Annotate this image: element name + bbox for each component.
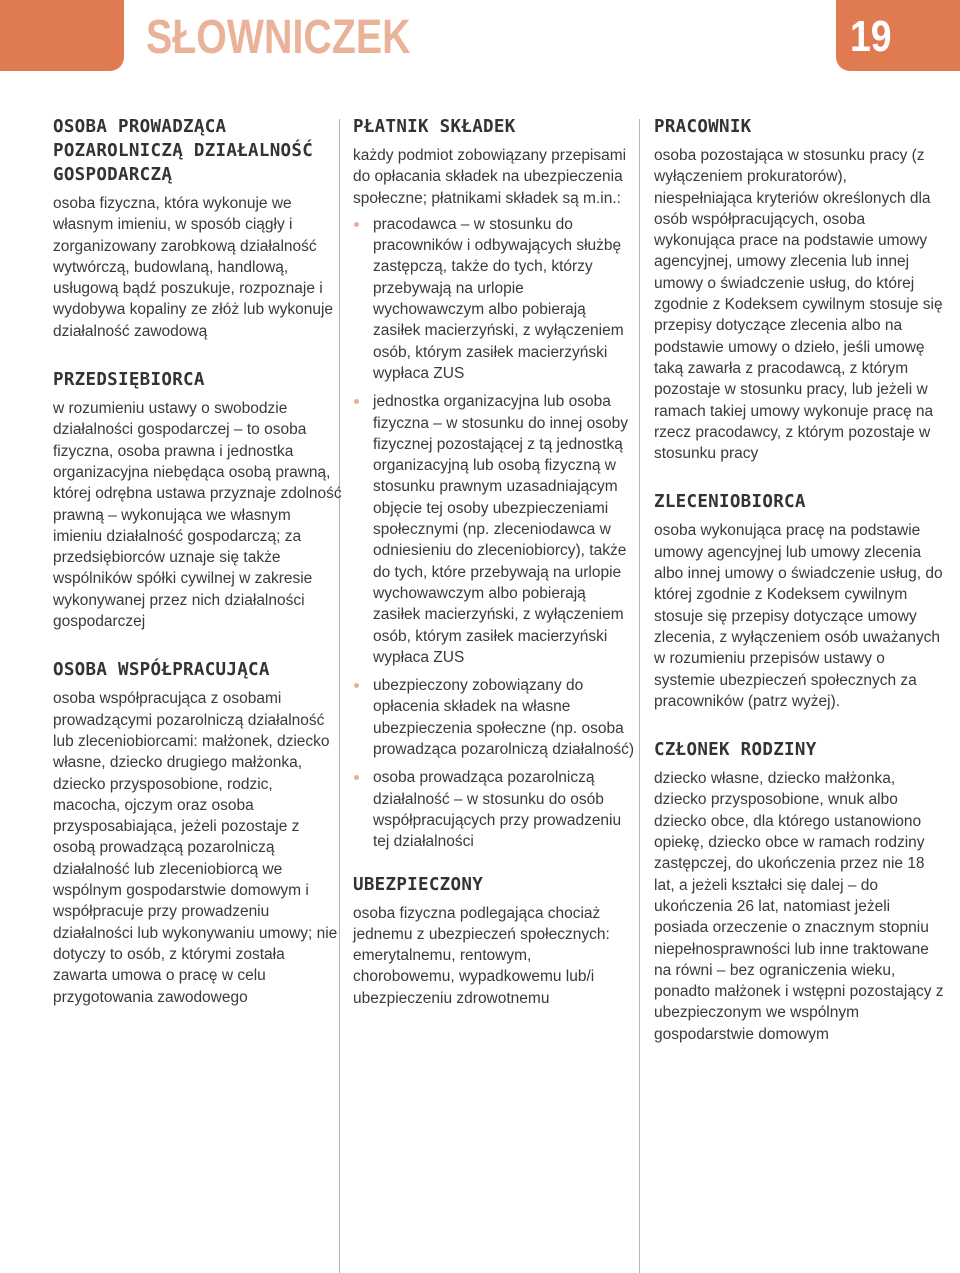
- list-item: jednostka organizacyjna lub osoba fizyczna – w stosunku do innej osoby fizycznej pozostającej z tą jednostką organizacyjną lub osobą fizyczną w stosunku prawnym uzasadniającym objęcie tej osoby ubezpieczeniami społecznymi (np. zleceniodawca w odniesieniu do zleceniobiorcy), także do tych, które przebywają na urlopie wychowawczym albo pobierają zasiłek macierzyński, z wyłączeniem osób, którym zasiłek macierzyński wypłaca ZUS: [353, 391, 635, 668]
- term-heading-platnik-skladek: PŁATNIK SKŁADEK: [353, 117, 516, 137]
- list-item: osoba prowadząca pozarolniczą działalność – w stosunku do osób współpracujących przy prowadzeniu tej działalności: [353, 767, 635, 852]
- term-heading-pracownik: PRACOWNIK: [654, 117, 752, 137]
- term-heading-czlonek-rodziny: CZŁONEK RODZINY: [654, 740, 817, 761]
- page-title: SŁOWNICZEK: [146, 11, 411, 64]
- page-number-badge: [836, 0, 960, 71]
- list-item: pracodawca – w stosunku do pracowników i odbywających służbę zastępczą, także do tych, którzy przebywają na urlopie wychowawczym albo pobierają zasiłek macierzyński, z wyłączeniem osób, którym zasiłek macierzyński wypłaca ZUS: [353, 214, 635, 384]
- term-heading-osoba-wspolpracujaca: OSOBA WSPÓŁPRACUJĄCA: [53, 660, 270, 681]
- header-accent-bar: [0, 0, 124, 71]
- term-definition-zleceniobiorca: osoba wykonująca pracę na podstawie umowy agencyjnej lub umowy zlecenia albo innej umowy o świadczenie usług, do której zgodnie z Kodeksem cywilnym stosuje się przepisy dotyczące umowy zlecenia, z wyłączeniem osób uważanych w rozumieniu przepisów ustawy o systemie ubezpieczeń społecznych za pracowników (patrz wyżej).: [654, 522, 943, 710]
- term-definition-ubezpieczony: osoba fizyczna podlegająca chociaż jednemu z ubezpieczeń społecznych: emerytalnemu, rentowym, chorobowemu, wypadkowemu lub/i ubezpieczeniu zdrowotnemu: [353, 904, 610, 1007]
- list-item: ubezpieczony zobowiązany do opłacenia składek na własne ubezpieczenia społeczne (np. osoba prowadząca pozarolniczą działalność): [353, 675, 635, 760]
- term-heading-ubezpieczony: UBEZPIECZONY: [353, 874, 484, 895]
- term-definition-przedsiebiorca: w rozumieniu ustawy o swobodzie działalności gospodarczej – to osoba fizyczna, osoba prawna i jednostka organizacyjna niebędąca osobą prawną, której odrębna ustawa przyznaje zdolność prawną – wykonująca we własnym imieniu działalność gospodarczą; za przedsiębiorców uznaje się także wspólników spółki cywilnej w zakresie wykonywanej przez nich działalności gospodarczej: [53, 400, 342, 631]
- term-definition-platnik-skladek: każdy podmiot zobowiązany przepisami do opłacania składek na ubezpieczenia społeczne; płatnikami składek są m.in.:: [353, 147, 627, 207]
- term-definition-czlonek-rodziny: dziecko własne, dziecko małżonka, dziecko przysposobione, wnuk albo dziecko obce, dla którego ustanowiono opiekę, dziecko obce w ramach rodziny zastępczej, do ukończenia przez nie 18 lat, a jeżeli kształci się dalej – do ukończenia 26 lat, natomiast jeżeli posiada orzeczenie o znacznym stopniu niepełnosprawności lub inne traktowane na równi – bez ograniczenia wieku, ponadto małżonek i wstępni pozostający z ubezpieczonym we wspólnym gospodarstwie domowym: [654, 770, 944, 1043]
- column-middle: [353, 115, 635, 1009]
- term-heading-osoba-prowadzaca: OSOBA PROWADZĄCA POZAROLNICZĄ DZIAŁALNOŚĆ GOSPODARCZĄ: [53, 117, 314, 185]
- column-right: [654, 115, 944, 1045]
- column-left: [53, 115, 343, 1008]
- platnik-list: [353, 214, 635, 853]
- term-heading-zleceniobiorca: ZLECENIOBIORCA: [654, 492, 806, 513]
- page-number: 19: [850, 12, 892, 61]
- term-definition-osoba-wspolpracujaca: osoba współpracująca z osobami prowadzącymi pozarolniczą działalność lub zleceniobiorcami: małżonek, dziecko własne, dziecko drugiego małżonka, dziecko przysposobione, rodzic, macocha, ojczym oraz osoba przysposabiająca, jeżeli pozostaje z osobą prowadzącą pozarolniczą działalność lub zleceniobiorcą we wspólnym gospodarstwie domowym i współpracuje przy prowadzeniu działalności lub wykonywaniu umowy; nie dotyczy to osób, z którymi została zawarta umowa o pracę w celu przygotowania zawodowego: [53, 690, 338, 1006]
- term-definition-osoba-prowadzaca: osoba fizyczna, która wykonuje we własnym imieniu, w sposób ciągły i zorganizowany zarobkową działalność wytwórczą, budowlaną, handlową, usługową bądź poszukuje, rozpoznaje i wydobywa kopaliny ze złóż lub wykonuje działalność zawodową: [53, 195, 334, 340]
- term-definition-pracownik: osoba pozostająca w stosunku pracy (z wyłączeniem prokuratorów), niespełniająca kryteriów określonych dla osób współpracujących, osoba wykonująca prace na podstawie umowy agencyjnej, umowy zlecenia lub innej umowy o świadczenie usług, do której zgodnie z Kodeksem cywilnym stosuje się przepisy dotyczące zlecenia albo na podstawie umowy o dzieło, jeśli umowę taką zawarła z pracodawcą, z którym pozostaje w stosunku pracy, lub jeżeli w ramach takiej umowy wykonuje pracę na rzecz pracodawcy, z którym pozostaje w stosunku pracy: [654, 147, 943, 463]
- term-heading-przedsiebiorca: PRZEDSIĘBIORCA: [53, 370, 205, 391]
- column-divider-2: [639, 119, 640, 1273]
